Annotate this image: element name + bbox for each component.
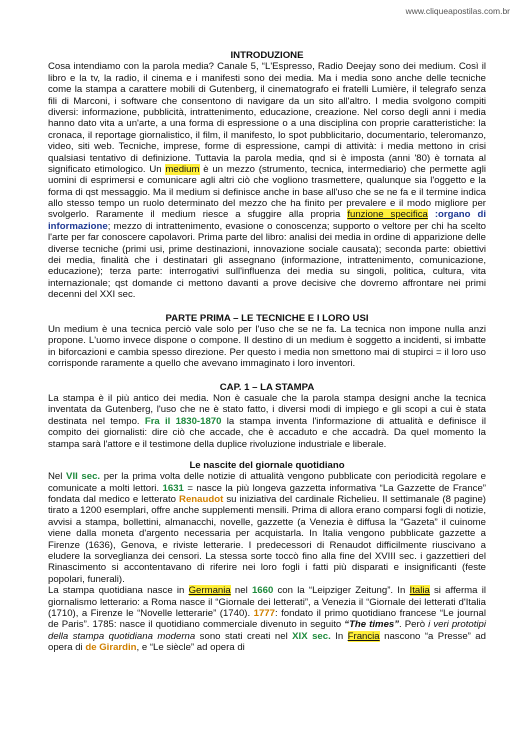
italia-highlight: Italia [409,585,430,597]
the-times: “The times” [344,619,400,631]
year-1777: 1777 [253,607,275,619]
text-segment: su iniziativa del cardinale Richelieu. Il settimanale (8 pagine) tirato a 1200 esemplari, offre anche supplementi mensili. Prima di allora erano comparsi fogli di notizie, avvisi a stampa, bollettini, almanacchi, novelle, gazzette (a Venezia è diffusa la “Gazeta” il cuinome viene dalla moneta d'argento necessaria per acquistarla. In Italia vengono pubblicate gazzette a Firenze (1636), Genova, e riviste letterarie. I predecessori di Renaudot difficilmente riuscivano a eludere la sorveglianza dei censori. La stessa sorte toccò fino alla fine del XVIII sec. i gazzettieri del Rinascimento si accontentavano di riferire nei loro fogli i fatti più disparati e insignificanti (feste popolari, funerali). [48,494,486,585]
nascite-paragraph-2 [48,585,486,653]
intro-paragraph [48,61,486,300]
text-segment: si afferma il giornalismo letterario: a Roma nasce il “Giornale dei letterati”, a Venezia il “Giornale dei letterati d'Italia (1710), a Firenze le “Novelle letterarie” (1740). [48,585,486,619]
text-segment: La stampa quotidiana nasce in [48,585,189,597]
intro-text-1: Cosa intendiamo con la parola media? Canale 5, “L'Espresso, Radio Deejay sono dei medium. Così il libro e la tv, la radio, il cinema e i manifesti sono dei media. Ma i media sono anche delle tecniche come la stampa a carattere mobili di Gutenberg, il cinematografo ei fratelli Lumière, il telegrafo senza fili di Marconi, i software che consentono di navigare da un sito all'altro. I media svolgono compiti diversi: informazione, pubblicità, intrattenimento, educazione, creazione. Nel corso degli anni i media hanno dato vita a un'arte, a una forma di espressione o a una disciplina con proprie caratteristiche: la cronaca, il reportage giornalistico, il film, il manifesto, lo spot pubblicitario, documentario, teleromanzo, video, siti web. Tecniche, imprese, forme di espressione, campi di attività: i media mettono in crisi qualsiasi tentativo di definizione. Tuttavia la parola media, qnd si è imposta (anni '80) è tornata al significato etimologico. Un [48,61,486,175]
year-1631: 1631 [162,482,184,494]
text-segment: nascono “a Presse” ad opera di [48,630,486,654]
intro-text-3: ; mezzo di intrattenimento, evasione o conoscenza; supporto o veltore per chi ha scelto l'arte per far conoscere capolavori. Prima parte del libro: analisi dei media in ordine di apparizione delle diverse tecniche (primi usi, prime destinazioni, innovazione sociale causata); seconda parte: obiettivi dei media, finalità che i destinatari gli assegnano (informazione, intrattenimento, comunicazione, educazione); terza parte: interrogativi sull'influenza dei media su singoli, politica, cultura, vita internazionale; qst domande ci mettono davanti a prove decisive che dovremo affrontare nei primi decenni del XXI sec. [48,220,486,301]
veri-prototipi: i veri prototipi della stampa quotidiana moderna [48,619,486,642]
text-segment: = nasce la più longeva gazzetta informativa “La Gazzette de France” fondata dal medico e letterato [48,482,486,506]
document-page [48,50,486,654]
intro-text-2: è un mezzo (strumento, tecnica, intermediario) che permette agli uomini di esprimersi e comunicare agli altri ciò che vogliono trasmettere, qualunque sia l'oggetto e la forma di qst messaggio. Ma il medium si definisce anche in base all'uso che se ne fa e il termine indica allo stesso tempo un ruolo determinato del mezzo che ha finito per prevalere e il modo migliore per svolgerlo. Raramente il medium riesce a sfuggire alla propria [48,163,486,221]
text-segment: per la prima volta delle notizie di attualità vengono pubblicate con periodicità regolare e comunicate a molti lettori. [48,471,486,494]
text-segment: sono stati creati nel [195,630,293,642]
medium-highlight: medium [165,163,200,175]
intro-heading: INTRODUZIONE [230,50,304,61]
vii-sec: VII sec. [66,471,101,483]
nascite-paragraph-1 [48,471,486,585]
text-segment: nel [230,585,252,597]
germania-highlight: Germania [188,585,231,597]
year-1660: 1660 [251,585,274,597]
cap1-paragraph [48,393,486,450]
parte-prima-paragraph: Un medium è una tecnica perciò vale solo per l'uso che se ne fa. La tecnica non impone nulla anzi propone. L'uomo invece dispone o compone. Il destino di un medium è soggetto a incidenti, si imbatte in biforcazioni e cambia spesso direzione. Per questo i media non smettono mai di stupirci = il loro uso corrisponde raramente a quello che avevano immaginato i loro inventori. [48,323,486,370]
fra-1830-1870: Fra il 1830-1870 [144,415,222,427]
funzione-specifica-highlight: funzione specifica [347,209,428,221]
cap1-heading: CAP. 1 – LA STAMPA [219,381,315,393]
text-segment: Nel [48,471,67,483]
cap1-text-b: la stampa inventa l'informazione di attualità e definisce il compito dei giornalisti: dire ciò che accade, che è accaduto e che accadrà. Da quel momento la stampa sarà l'attore e il testimone della duplice rivoluzione industriale e liberale. [48,415,486,450]
site-url[interactable]: www.cliqueapostilas.com.br [405,6,510,16]
renaudot: Renaudot [179,494,224,506]
text-segment: : fondato il primo quotidiano francese “Le journal de Paris”. 1785: nasce il quotidiano commerciale divenuto in seguito [48,607,486,631]
francia-highlight: Francia [347,630,380,642]
xix-sec: XIX sec. [292,630,331,642]
cap1-text-a: La stampa è il più antico dei media. Non è casuale che la parola stampa designi anche la tecnica inventata da Gutenberg, l'uso che ne è stato fatto, i diversi modi di impiego e gli scopi a cui è stata destinata nel tempo. [48,392,486,427]
parte-prima-heading: PARTE PRIMA – LE TECNICHE E I LORO USI [165,312,369,324]
organo-informazione: :organo di informazione [48,209,487,232]
de-girardin: de Girardin [85,642,137,654]
text-segment: In [330,630,348,642]
text-segment: , e “Le siècle” ad opera di [136,642,245,654]
nascite-heading: Le nascite del giornale quotidiano [189,459,345,471]
text-segment: . Però [399,619,429,631]
text-segment: con la “Leipziger Zeitung”. In [273,585,410,597]
